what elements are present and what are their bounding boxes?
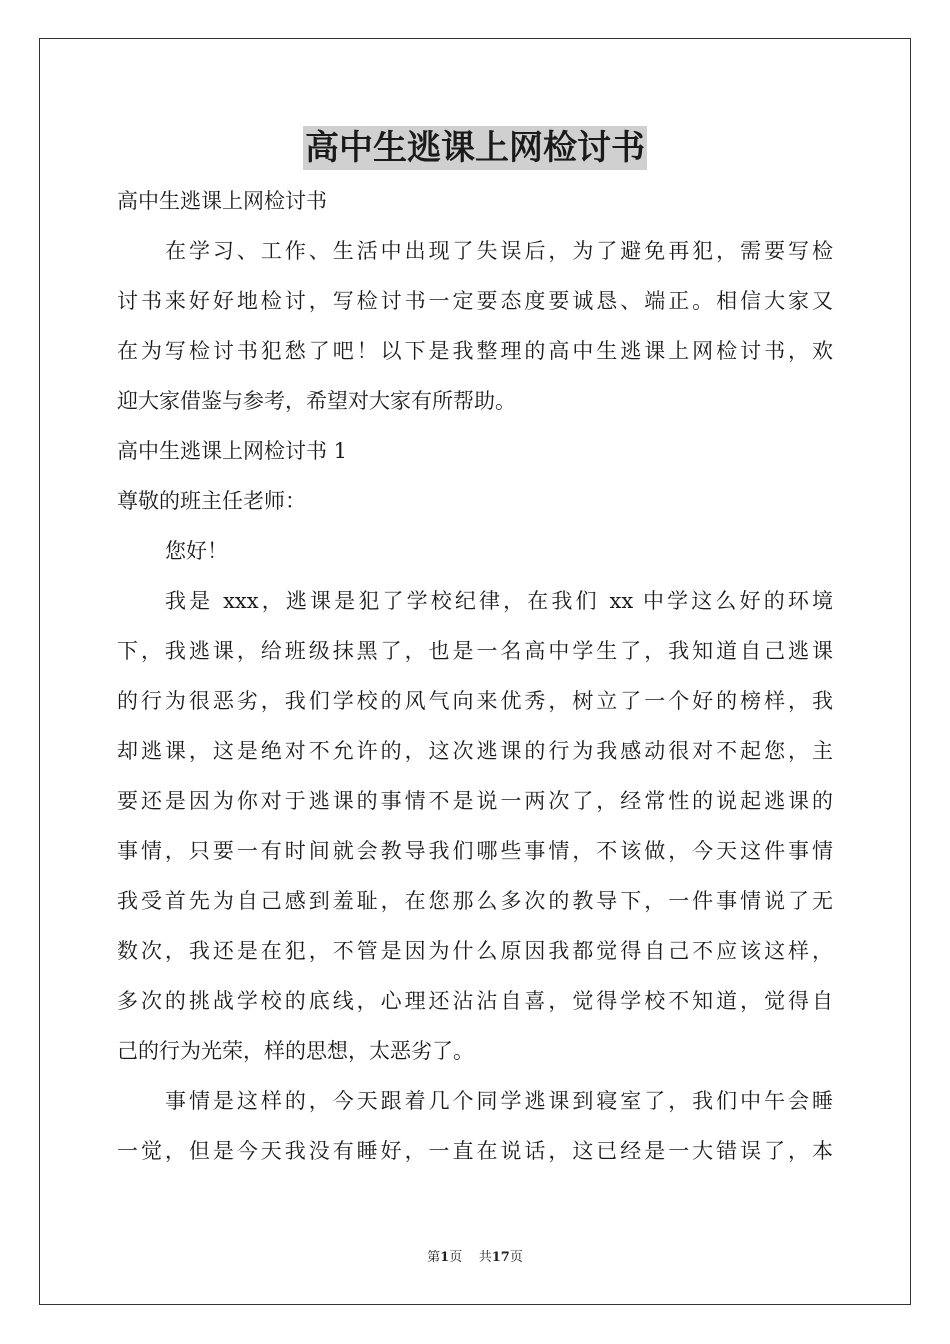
document-title: 高中生逃课上网检讨书 (305, 128, 645, 168)
paragraph-line: 数次，我还是在犯，不管是因为什么原因我都觉得自己不应该这样， (117, 939, 833, 963)
paragraph-line: 事情，只要一有时间就会教导我们哪些事情，不该做，今天这件事情 (117, 839, 833, 863)
title-container (0, 126, 950, 170)
paragraph-line: 的行为很恶劣，我们学校的风气向来优秀，树立了一个好的榜样，我 (117, 689, 833, 713)
total-pages: 17 (491, 1250, 510, 1265)
total-suffix: 页 (509, 1250, 523, 1265)
total-prefix: 共 (478, 1250, 492, 1265)
intro-line: 在学习、工作、生活中出现了失误后，为了避免再犯，需要写检 (165, 239, 833, 263)
page-suffix: 页 (449, 1250, 463, 1265)
paragraph-line: 己的行为光荣，样的思想，太恶劣了。 (117, 1039, 474, 1063)
paragraph-line: 一觉，但是今天我没有睡好，一直在说话，这已经是一大错误了，本 (117, 1139, 833, 1163)
page-number: 1 (440, 1250, 450, 1265)
intro-line: 迎大家借鉴与参考，希望对大家有所帮助。 (117, 389, 516, 413)
section-heading: 高中生逃课上网检讨书 1 (117, 439, 348, 463)
document-body (117, 176, 833, 1176)
page-prefix: 第 (427, 1250, 441, 1265)
paragraph-line: 要还是因为你对于逃课的事情不是说一两次了，经常性的说起逃课的 (117, 789, 833, 813)
page-footer (0, 1246, 950, 1265)
salutation: 尊敬的班主任老师： (117, 489, 306, 513)
subtitle: 高中生逃课上网检讨书 (117, 189, 327, 213)
greeting: 您好！ (165, 539, 228, 563)
intro-line: 讨书来好好地检讨，写检讨书一定要态度要诚恳、端正。相信大家又 (117, 289, 833, 313)
paragraph-line: 却逃课，这是绝对不允许的，这次逃课的行为我感动很对不起您，主 (117, 739, 833, 763)
paragraph-line: 我是 xxx，逃课是犯了学校纪律，在我们 xx 中学这么好的环境 (165, 589, 833, 613)
paragraph-line: 下，我逃课，给班级抹黑了，也是一名高中学生了，我知道自己逃课 (117, 639, 833, 663)
intro-line: 在为写检讨书犯愁了吧！以下是我整理的高中生逃课上网检讨书，欢 (117, 339, 833, 363)
paragraph-line: 事情是这样的，今天跟着几个同学逃课到寝室了，我们中午会睡 (165, 1089, 833, 1113)
paragraph-line: 我受首先为自己感到羞耻，在您那么多次的教导下，一件事情说了无 (117, 889, 833, 913)
paragraph-line: 多次的挑战学校的底线，心理还沾沾自喜，觉得学校不知道，觉得自 (117, 989, 833, 1013)
